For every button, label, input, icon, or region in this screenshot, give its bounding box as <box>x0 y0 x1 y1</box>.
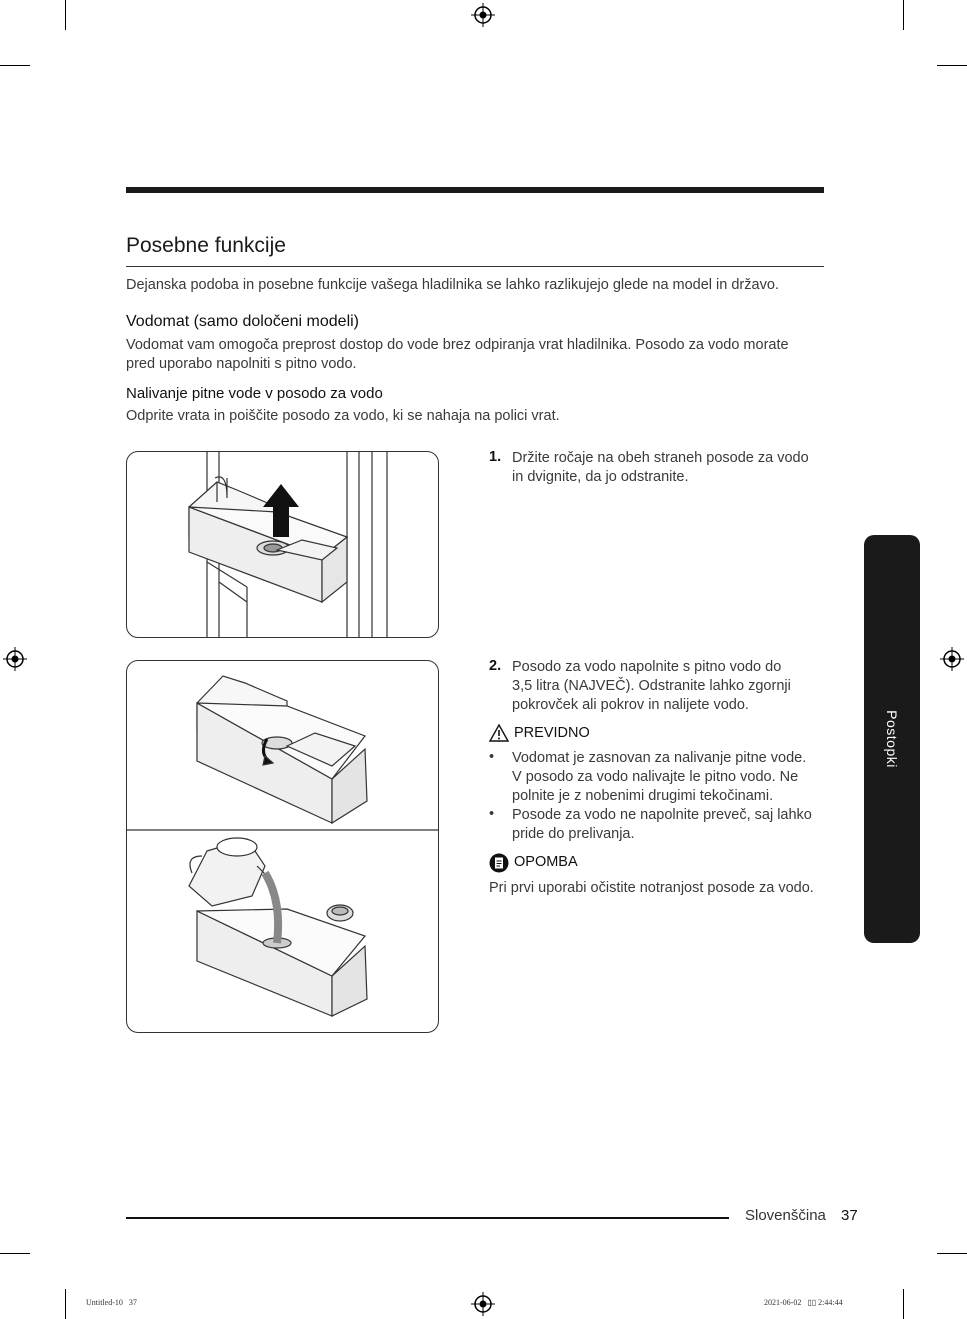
intro-text: Dejanska podoba in posebne funkcije vašega hladilnika se lahko razlikujejo glede na model in državo. <box>126 277 779 293</box>
page-title: Posebne funkcije <box>126 234 286 257</box>
note-icon <box>489 853 509 873</box>
footer-page-number: 37 <box>841 1207 858 1224</box>
footer-rule <box>126 1217 729 1219</box>
crop-mark <box>0 1253 30 1254</box>
header-rule <box>126 187 824 193</box>
crop-mark <box>0 65 30 66</box>
step-2-number: 2. <box>489 658 502 674</box>
step-2-line3: pokrovček ali pokrov in nalijete vodo. <box>512 697 749 713</box>
side-tab-label: Postopki <box>884 710 900 768</box>
caution-item-2-line2: pride do prelivanja. <box>512 826 635 842</box>
registration-mark-icon <box>940 647 964 671</box>
caution-label: PREVIDNO <box>514 725 590 741</box>
fill-subheading: Nalivanje pitne vode v posodo za vodo <box>126 385 383 402</box>
caution-bullet: • <box>489 749 495 765</box>
dispenser-desc-line1: Vodomat vam omogoča preprost dostop do vode brez odpiranja vrat hladilnika. Posodo za vodo morate <box>126 337 789 353</box>
title-underline <box>126 266 824 267</box>
note-text: Pri prvi uporabi očistite notranjost posode za vodo. <box>489 880 814 896</box>
caution-item-1-line2: V posodo za vodo nalivajte le pitno vodo. Ne <box>512 769 799 785</box>
dispenser-desc-line2: pred uporabo napolniti s pitno vodo. <box>126 356 357 372</box>
crop-mark <box>65 0 66 30</box>
footer-language: Slovenščina <box>745 1207 826 1224</box>
registration-mark-icon <box>471 1292 495 1316</box>
figure-fill-tank <box>126 660 439 1033</box>
registration-mark-icon <box>3 647 27 671</box>
crop-mark <box>903 1289 904 1319</box>
caution-item-2-line1: Posode za vodo ne napolnite preveč, saj lahko <box>512 807 812 823</box>
crop-mark <box>903 0 904 30</box>
caution-bullet: • <box>489 806 495 822</box>
water-tank-fill-illustration <box>127 661 438 1032</box>
warning-triangle-icon <box>489 724 509 742</box>
crop-mark <box>65 1289 66 1319</box>
crop-mark <box>937 65 967 66</box>
registration-mark-icon <box>471 3 495 27</box>
step-1-number: 1. <box>489 449 502 465</box>
step-1-line1: Držite ročaje na obeh straneh posode za vodo <box>512 450 809 466</box>
figure-remove-tank <box>126 451 439 638</box>
dispenser-heading: Vodomat (samo določeni modeli) <box>126 313 360 330</box>
caution-item-1-line3: polnite je z nobenimi drugimi tekočinami. <box>512 788 774 804</box>
water-tank-lift-illustration <box>127 452 438 637</box>
side-chapter-tab <box>864 535 920 943</box>
print-file-info: Untitled-10 37 <box>86 1298 137 1307</box>
step-1-line2: in dvignite, da jo odstranite. <box>512 469 689 485</box>
note-label: OPOMBA <box>514 854 578 870</box>
step-2-line1: Posodo za vodo napolnite s pitno vodo do <box>512 659 782 675</box>
fill-subdesc: Odprite vrata in poiščite posodo za vodo, ki se nahaja na polici vrat. <box>126 408 560 424</box>
caution-item-1-line1: Vodomat je zasnovan za nalivanje pitne vode. <box>512 750 807 766</box>
print-date-info: 2021-06-02 ▯▯ 2:44:44 <box>764 1298 843 1307</box>
crop-mark <box>937 1253 967 1254</box>
step-2-line2: 3,5 litra (NAJVEČ). Odstranite lahko zgornji <box>512 678 791 694</box>
